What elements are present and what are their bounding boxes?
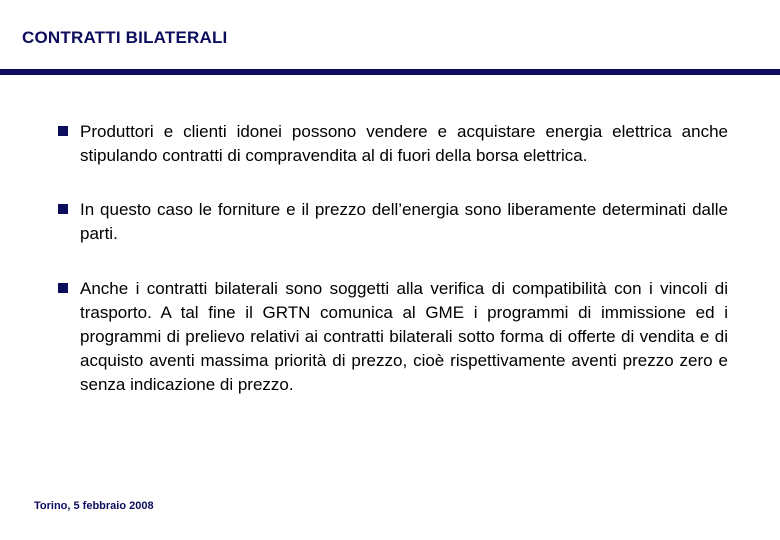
square-bullet-icon	[58, 283, 68, 293]
bullet-item	[58, 277, 728, 397]
bullet-text: Anche i contratti bilaterali sono soggetti alla verifica di compatibilità con i vincoli di trasporto. A tal fine il GRTN comunica al GME i programmi di immissione ed i programmi di prelievo relativi ai contratti bilaterali sotto forma di offerte di vendita e di acquisto aventi massima priorità di prezzo, cioè rispettivamente aventi prezzo zero e senza indicazione di prezzo.	[80, 279, 728, 394]
bullet-text: In questo caso le forniture e il prezzo dell’energia sono liberamente determinati dalle parti.	[80, 200, 728, 243]
bullet-list	[58, 120, 728, 427]
header-divider	[0, 69, 780, 75]
square-bullet-icon	[58, 126, 68, 136]
bullet-item	[58, 198, 728, 246]
square-bullet-icon	[58, 204, 68, 214]
page-title: CONTRATTI BILATERALI	[22, 28, 228, 47]
bullet-item	[58, 120, 728, 168]
footer-text: Torino, 5 febbraio 2008	[34, 500, 154, 512]
bullet-text: Produttori e clienti idonei possono vendere e acquistare energia elettrica anche stipulando contratti di compravendita al di fuori della borsa elettrica.	[80, 122, 728, 165]
